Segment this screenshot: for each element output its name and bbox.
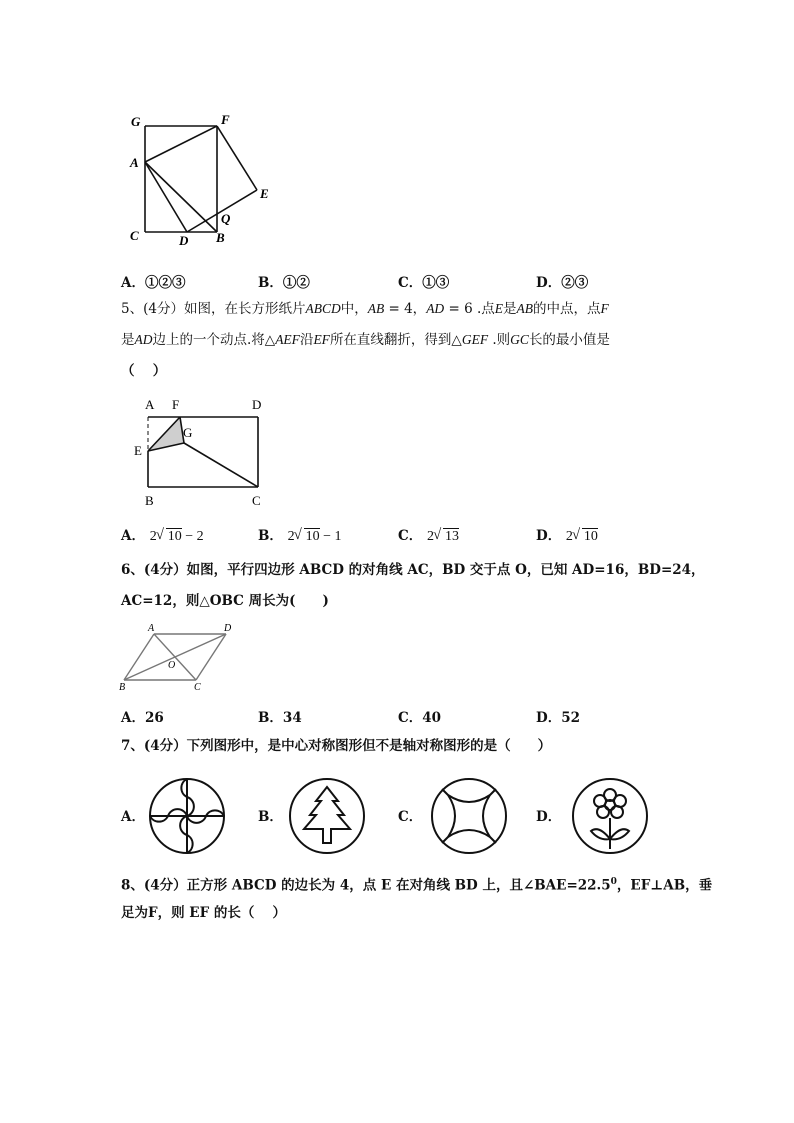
label-a: A xyxy=(130,155,139,170)
q6-label-o: O xyxy=(168,660,176,671)
label-b: B xyxy=(216,230,225,245)
q7-option-b-letter[interactable]: B． xyxy=(258,809,283,825)
label-f: F xyxy=(221,112,230,127)
q4-option-d[interactable]: D．②③ xyxy=(536,275,589,291)
q6-option-a[interactable]: A．26 xyxy=(121,710,164,726)
label-q: Q xyxy=(221,211,231,226)
q6-label-b: B xyxy=(119,682,126,693)
q6-label-d: D xyxy=(224,623,232,634)
q6-label-c: C xyxy=(194,682,201,693)
q5-option-b[interactable]: B． 2 √ 10 − 1 xyxy=(258,527,342,544)
q8-line-1: 8、(4分）正方形 ABCD 的边长为 4，点 E 在对角线 BD 上，且$\angle BAE=22.5^0$，EF⊥AB，垂 xyxy=(121,877,713,894)
q6-option-d[interactable]: D．52 xyxy=(536,710,581,726)
label-d: D xyxy=(179,233,189,248)
q4-option-a[interactable]: A．①②③ xyxy=(121,275,186,291)
label-c: C xyxy=(130,228,139,243)
q5-label-b: B xyxy=(145,493,154,508)
label-g: G xyxy=(131,114,141,129)
q5-line-2: 是AD边上的一个动点.将△AEF沿EF所在直线翻折，得到△GEF .则GC长的最小值是 xyxy=(121,332,610,348)
q5-label-c: C xyxy=(252,493,261,508)
q7-option-c-concave-square-figure[interactable] xyxy=(428,775,510,857)
q6-option-b[interactable]: B．34 xyxy=(258,710,302,726)
q7-option-c-letter[interactable]: C． xyxy=(398,809,423,825)
q5-label-d: D xyxy=(252,397,262,412)
q6-label-a: A xyxy=(148,623,155,634)
q4-figure xyxy=(125,110,285,250)
q7-option-d-flower-figure[interactable] xyxy=(569,775,651,857)
q5-label-a: A xyxy=(145,397,155,412)
q5-figure xyxy=(128,393,273,511)
q5-label-e: E xyxy=(134,443,142,458)
q6-option-c[interactable]: C．40 xyxy=(398,710,442,726)
q7-line-1: 7、(4分）下列图形中，是中心对称图形但不是轴对称图形的是（ ） xyxy=(121,738,552,754)
q7-option-b-tree-figure[interactable] xyxy=(286,775,368,857)
q4-option-b[interactable]: B．①② xyxy=(258,275,310,291)
q4-option-c[interactable]: C．①③ xyxy=(398,275,450,291)
q5-label-g: G xyxy=(183,425,193,440)
q5-line-1: 5、(4分）如图，在长方形纸片ABCD中，AB = 4，AD = 6 .点E是AB的中点，点F xyxy=(121,301,609,317)
q5-option-c[interactable]: C． 2 √ 13 xyxy=(398,527,459,544)
q7-option-d-letter[interactable]: D． xyxy=(536,809,562,825)
q5-option-a[interactable]: A． 2 √ 10 − 2 xyxy=(121,527,204,544)
q5-option-d[interactable]: D． 2 √ 10 xyxy=(536,527,598,544)
q6-figure xyxy=(116,620,246,696)
q5-label-f: F xyxy=(172,397,180,412)
q7-option-a-pinwheel-figure[interactable] xyxy=(146,775,228,857)
q6-line-1: 6、(4分）如图，平行四边形 ABCD 的对角线 AC，BD 交于点 O，已知 AD=16，BD=24， xyxy=(121,562,705,578)
q6-line-2: AC=12，则△OBC 周长为( ) xyxy=(121,593,329,609)
q7-option-a-letter[interactable]: A． xyxy=(121,809,145,825)
label-e: E xyxy=(260,186,269,201)
q5-line-3: （ ） xyxy=(121,363,167,379)
q8-line-2: 足为F，则 EF 的长（ ） xyxy=(121,905,287,921)
